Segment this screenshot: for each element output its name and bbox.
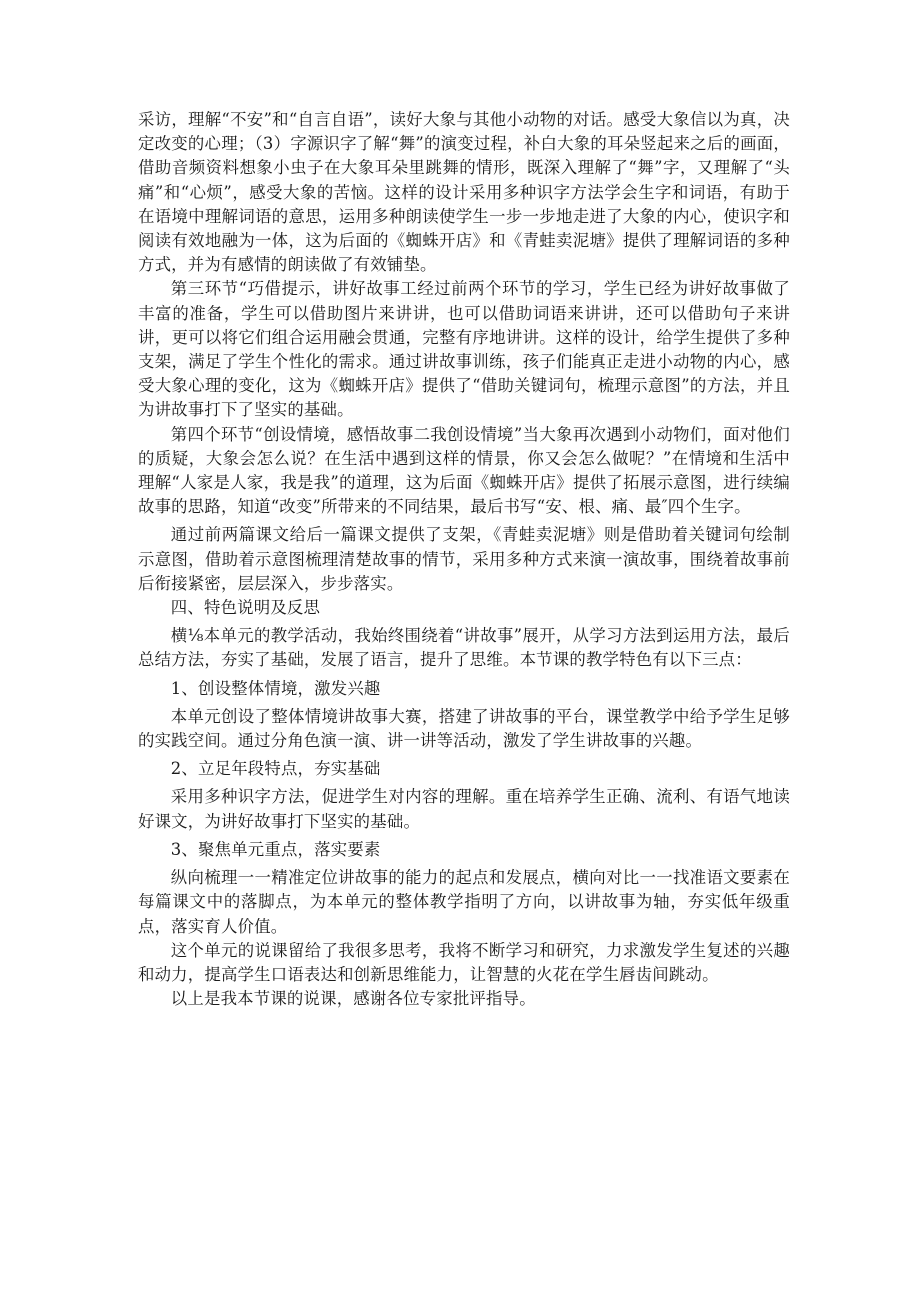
section-heading-features: 四、特色说明及反思 bbox=[170, 598, 321, 618]
paragraph-summary: 通过前两篇课文给后一篇课文提供了支架，《青蛙卖泥塘》则是借助着关键词句绘制示意图，借助着示意图梳理清楚故事的情节，采用多种方式来演一演故事，围绕着故事前后衔接紧密，层层深入，步步落实。 bbox=[138, 525, 790, 593]
document-page bbox=[138, 108, 790, 1011]
paragraph-closing: 以上是我本节课的说课，感谢各位专家批评指导。 bbox=[170, 989, 536, 1009]
subheading-feature-2: 2、立足年段特点，夯实基础 bbox=[170, 759, 381, 779]
paragraph-reflection: 这个单元的说课留给了我很多思考，我将不断学习和研究，力求激发学生复述的兴趣和动力，提高学生口语表达和创新思维能力，让智慧的火花在学生唇齿间跳动。 bbox=[138, 940, 790, 984]
paragraph-continuation: 采访，理解“不安”和“自言自语”，读好大象与其他小动物的对话。感受大象信以为真，决定改变的心理；（3）字源识字了解“舞”的演变过程，补白大象的耳朵竖起来之后的画面，借助音频资料想象小虫子在大象耳朵里跳舞的情形，既深入理解了“舞”字，又理解了“头痛”和“心烦”，感受大象的苦恼。这样的设计采用多种识字方法学会生字和词语，有助于在语境中理解词语的意思，运用多种朗读使学生一步一步地走进了大象的内心，使识字和阅读有效地融为一体，这为后面的《蜘蛛开店》和《青蛙卖泥塘》提供了理解词语的多种方式，并为有感情的朗读做了有效铺垫。 bbox=[138, 110, 790, 275]
paragraph-feature-2: 采用多种识字方法，促进学生对内容的理解。重在培养学生正确、流利、有语气地读好课文，为讲好故事打下坚实的基础。 bbox=[138, 787, 790, 831]
paragraph-step-three: 第三环节“巧借提示，讲好故事工经过前两个环节的学习，学生已经为讲好故事做了丰富的准备，学生可以借助图片来讲讲，也可以借助词语来讲讲，还可以借助句子来讲讲，更可以将它们组合运用融会贯通，完整有序地讲讲。这样的设计，给学生提供了多种支架，满足了学生个性化的需求。通过讲故事训练，孩子们能真正走进小动物的内心，感受大象心理的变化，这为《蜘蛛开店》提供了“借助关键词句，梳理示意图”的方法，并且为讲故事打下了坚实的基础。 bbox=[138, 279, 790, 420]
subheading-feature-1: 1、创设整体情境，激发兴趣 bbox=[170, 678, 381, 698]
subheading-feature-3: 3、聚焦单元重点，落实要素 bbox=[170, 839, 381, 859]
paragraph-features-intro: 横⅛本单元的教学活动，我始终围绕着“讲故事”展开，从学习方法到运用方法，最后总结方法，夯实了基础，发展了语言，提升了思维。本节课的教学特色有以下三点： bbox=[138, 626, 790, 670]
paragraph-feature-1: 本单元创设了整体情境讲故事大赛，搭建了讲故事的平台，课堂教学中给予学生足够的实践空间。通过分角色演一演、讲一讲等活动，激发了学生讲故事的兴趣。 bbox=[138, 706, 790, 751]
paragraph-feature-3: 纵向梳理一一精准定位讲故事的能力的起点和发展点，横向对比一一找准语文要素在每篇课文中的落脚点，为本单元的整体教学指明了方向，以讲故事为轴，夯实低年级重点，落实育人价值。 bbox=[138, 868, 790, 936]
paragraph-step-four: 第四个环节“创设情境，感悟故事二我创设情境”当大象再次遇到小动物们，面对他们的质疑，大象会怎么说？在生活中遇到这样的情景，你又会怎么做呢？”在情境和生活中理解“人家是人家，我是我”的道理，这为后面《蜘蛛开店》提供了拓展示意图，进行续编故事的思路，知道“改变”所带来的不同结果，最后书写“安、根、痛、最″四个生字。 bbox=[138, 424, 790, 517]
